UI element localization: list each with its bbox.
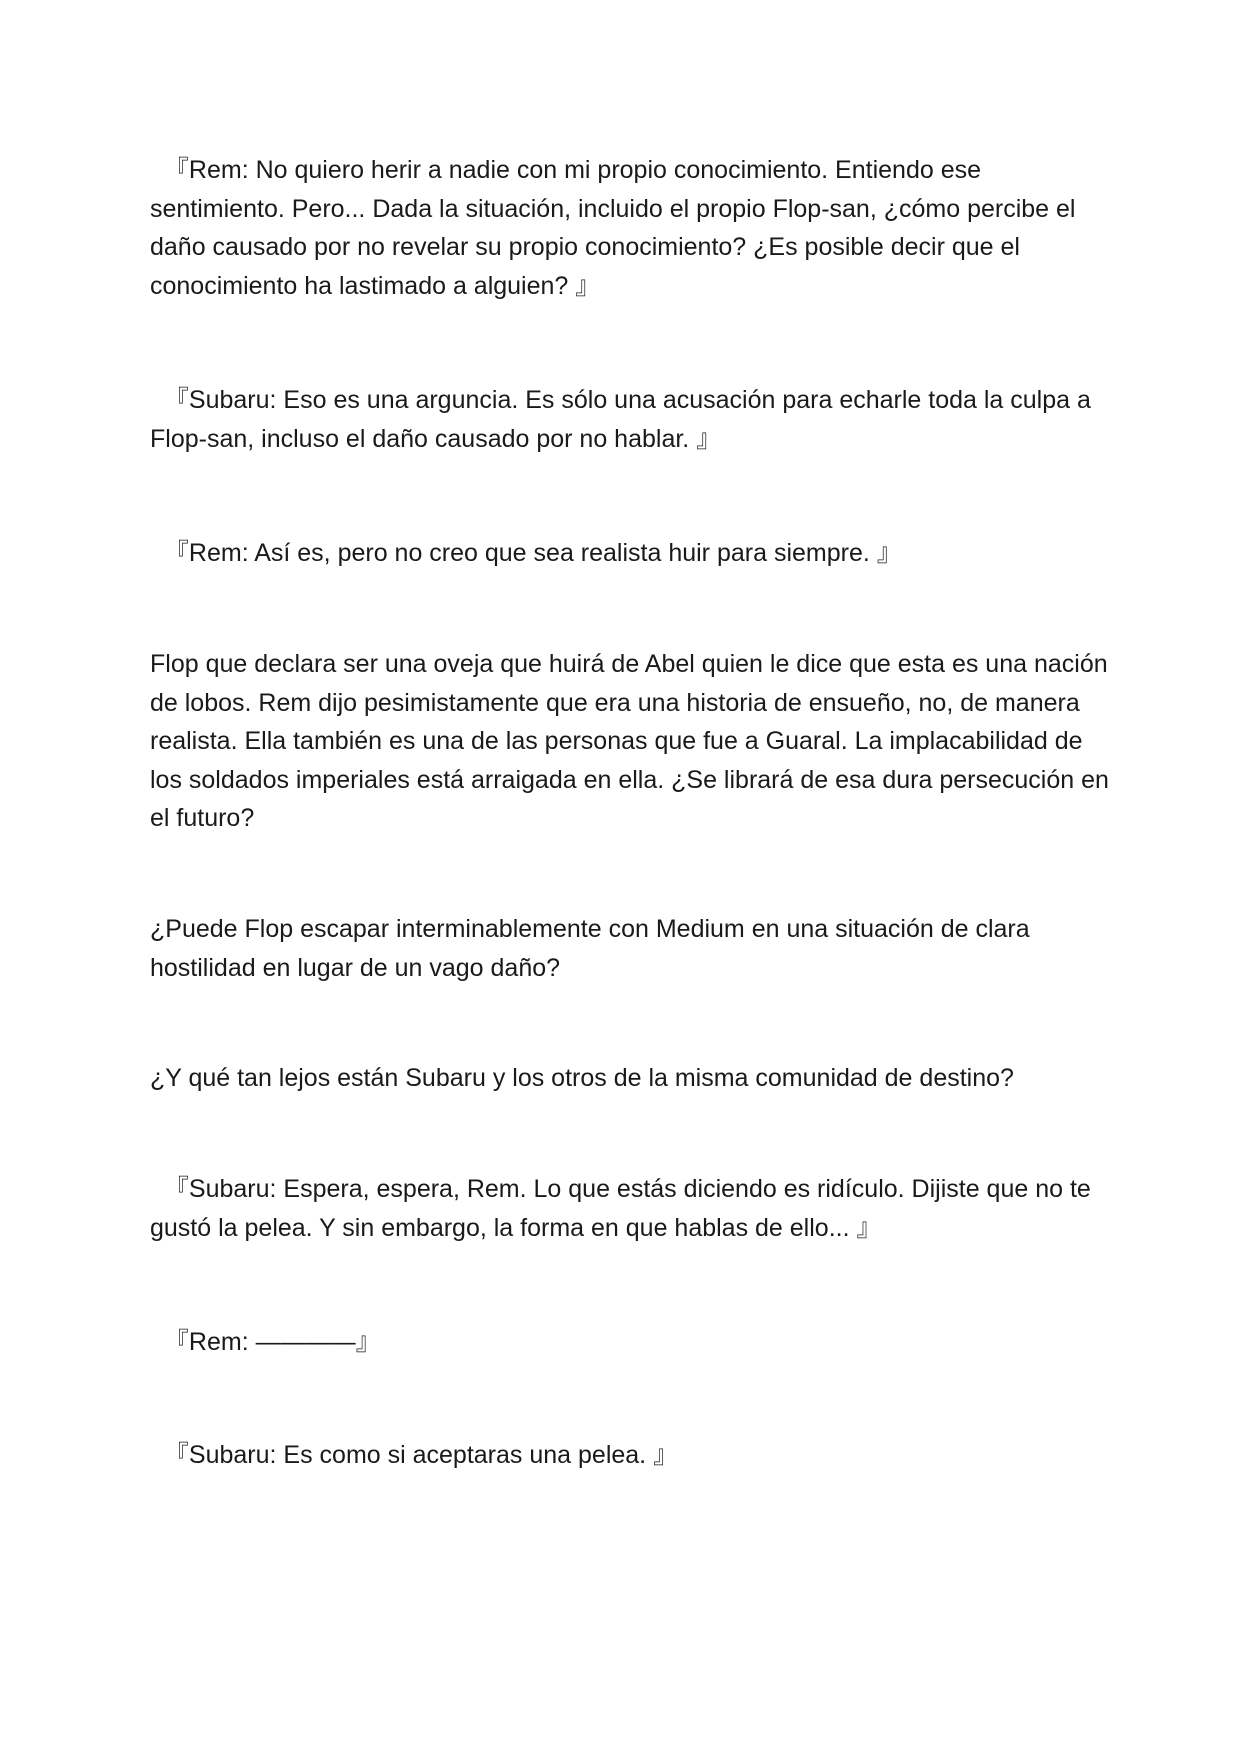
dialogue-rem-knowledge: 『Rem: No quiero herir a nadie con mi propio conocimiento. Entiendo ese sentimiento. Pero... Dada la situación, incluido el propio Flop-san, ¿cómo percibe el daño causado por no revelar su propio conocimiento? ¿Es posible decir que el conocimiento ha lastimado a alguien? 』 [150,156,1083,300]
dialogue-subaru-pelea: 『Subaru: Es como si aceptaras una pelea. 』 [150,1441,679,1469]
dialogue-subaru-arguncia: 『Subaru: Eso es una arguncia. Es sólo una acusación para echarle toda la culpa a Flop-san, incluso el daño causado por no hablar. 』 [150,386,1098,453]
dialogue-rem-silence: 『Rem: ————』 [150,1328,381,1356]
narration-comunidad-destino: ¿Y qué tan lejos están Subaru y los otros de la misma comunidad de destino? [150,1064,1014,1092]
narration-flop-medium: ¿Puede Flop escapar interminablemente con Medium en una situación de clara hostilidad en lugar de un vago daño? [150,915,1037,982]
dialogue-subaru-espera: 『Subaru: Espera, espera, Rem. Lo que estás diciendo es ridículo. Dijiste que no te gustó la pelea. Y sin embargo, la forma en que hablas de ello... 』 [150,1175,1098,1242]
narration-flop-oveja: Flop que declara ser una oveja que huirá de Abel quien le dice que esta es una nación de lobos. Rem dijo pesimistamente que era una historia de ensueño, no, de manera realista. Ella también es una de las personas que fue a Guaral. La implacabilidad de los soldados imperiales está arraigada en ella. ¿Se librará de esa dura persecución en el futuro? [150,650,1116,832]
dialogue-rem-realista: 『Rem: Así es, pero no creo que sea realista huir para siempre. 』 [150,539,902,567]
